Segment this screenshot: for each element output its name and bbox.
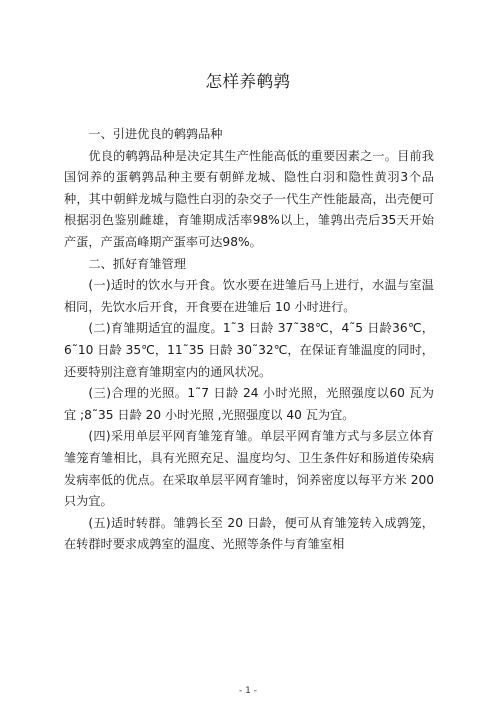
paragraph-lighting: (三)合理的光照。1˜7 日龄 24 小时光照，光照强度以60 瓦为宜 ;8˜35 日龄 20 小时光照 ,光照强度以 40 瓦为宜。 (64, 386, 434, 422)
paragraph-transfer: (五)适时转群。雏鹑长至 20 日龄，便可从育雏笼转入成鹑笼，在转群时要求成鹑室的温度、光照等条件与育雏室相 (64, 515, 434, 552)
page-number: - 1 - (239, 686, 257, 696)
document-body (64, 124, 434, 556)
section-heading-brooding: 二、抓好育雏管理 (88, 256, 186, 271)
document-title: 怎样养鹌鹑 (205, 72, 291, 91)
paragraph-water-feeding: (一)适时的饮水与开食。饮水要在进雏后马上进行，水温与室温相同，先饮水后开食，开食要在进雏后 10 小时进行。 (64, 278, 434, 314)
paragraph-breeds: 优良的鹌鹑品种是决定其生产性能高低的重要因素之一。目前我国饲养的蛋鹌鹑品种主要有朝鲜龙城、隐性白羽和隐性黄羽3个品种，其中朝鲜龙城与隐性白羽的杂交子一代生产性能最高，出壳便可根据羽色鉴别雌雄，育雏期成活率98%以上，雏鹑出壳后35天开始产蛋，产蛋高峰期产蛋率可达98%。 (64, 148, 434, 249)
paragraph-cage: (四)采用单层平网育雏笼育雏。单层平网育雏方式与多层立体育雏笼育雏相比，具有光照充足、温度均匀、卫生条件好和肠道传染病发病率低的优点。在采取单层平网育雏时，饲养密度以每平方米 200 只为宜。 (64, 429, 434, 509)
paragraph-temperature: (二)育雏期适宜的温度。1˜3 日龄 37˜38℃，4˜5 日龄36℃，6˜10 日龄 35℃，11˜35 日龄 30˜32℃，在保证育雏温度的同时，还要特别注意育雏期室内的通风状况。 (64, 321, 434, 379)
section-heading-breeds: 一、引进优良的鹌鹑品种 (88, 127, 223, 141)
